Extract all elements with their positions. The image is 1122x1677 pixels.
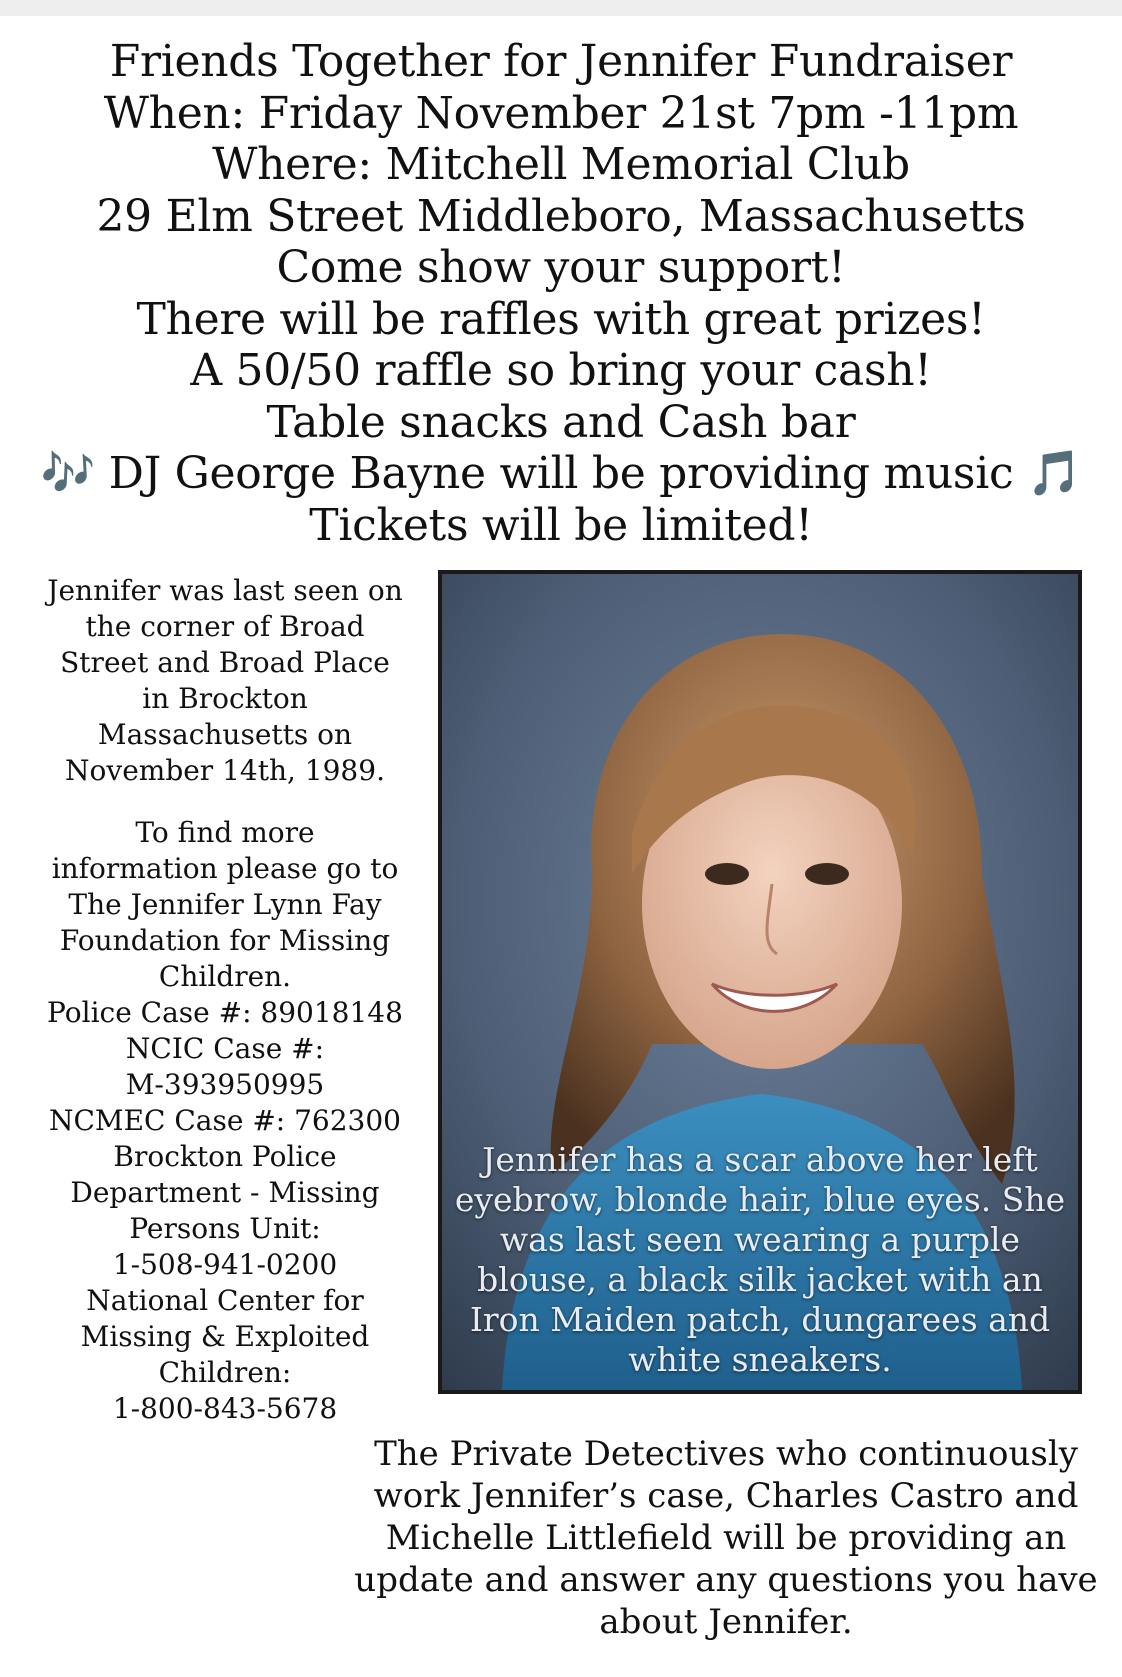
info-line: Brockton Police [113, 1140, 337, 1173]
caption-line: white sneakers. [628, 1340, 892, 1379]
detectives-line: Michelle Littlefield will be providing an [385, 1518, 1067, 1558]
music-notes-icon: 🎶 [40, 448, 95, 499]
info-line: Missing & Exploited [80, 1320, 370, 1353]
detectives-note [350, 1433, 1102, 1643]
missing-info-column [30, 573, 420, 1427]
info-line: Department - Missing [70, 1176, 380, 1209]
caption-line: blouse, a black silk jacket with an [477, 1260, 1043, 1299]
caption-line: eyebrow, blonde hair, blue eyes. She [454, 1180, 1066, 1219]
event-title: Friends Together for Jennifer Fundraiser [109, 36, 1013, 87]
detectives-line: update and answer any questions you have [354, 1560, 1098, 1600]
event-header [40, 36, 1082, 551]
ncmec-case-number: NCMEC Case #: 762300 [49, 1104, 401, 1137]
event-support: Come show your support! [276, 242, 846, 293]
paragraph-spacer [30, 789, 420, 815]
last-seen-line: Street and Broad Place [60, 646, 390, 679]
event-dj-text: DJ George Bayne will be providing music [108, 448, 1014, 499]
info-line: Persons Unit: [129, 1212, 321, 1245]
last-seen-line: November 14th, 1989. [65, 754, 385, 787]
detectives-line: work Jennifer’s case, Charles Castro and [373, 1476, 1079, 1516]
info-line: Children: [158, 1356, 292, 1389]
last-seen-line: Massachusetts on [97, 718, 353, 751]
event-5050-raffle: A 50/50 raffle so bring your cash! [190, 345, 932, 396]
event-dj [40, 448, 1082, 500]
caption-line: was last seen wearing a purple [499, 1220, 1021, 1259]
event-when: When: Friday November 21st 7pm -11pm [103, 87, 1019, 139]
top-strip [0, 0, 1122, 16]
last-seen-line: Jennifer was last seen on [47, 574, 403, 607]
event-raffles: There will be raffles with great prizes! [136, 293, 986, 345]
event-where: Where: Mitchell Memorial Club [212, 139, 910, 190]
last-seen-line: the corner of Broad [85, 610, 365, 643]
detectives-line: about Jennifer. [599, 1602, 853, 1642]
event-tickets: Tickets will be limited! [309, 499, 813, 551]
info-line: National Center for [86, 1284, 364, 1317]
caption-line: Iron Maiden patch, dungarees and [469, 1300, 1051, 1339]
detectives-line: The Private Detectives who continuously [374, 1434, 1078, 1474]
info-line: Foundation for Missing [59, 924, 391, 957]
ncic-case-number: M-393950995 [125, 1068, 325, 1101]
info-line: information please go to [51, 852, 399, 885]
ncmec-phone: 1-800-843-5678 [112, 1392, 338, 1425]
event-snacks-bar: Table snacks and Cash bar [266, 396, 856, 448]
last-seen-line: in Brockton [142, 682, 308, 715]
event-address: 29 Elm Street Middleboro, Massachusetts [96, 190, 1026, 242]
info-line: The Jennifer Lynn Fay [68, 888, 382, 921]
description-caption [442, 1140, 1078, 1380]
brockton-police-phone: 1-508-941-0200 [112, 1248, 338, 1281]
info-line: To find more [135, 816, 315, 849]
police-case-number: Police Case #: 89018148 [47, 996, 403, 1029]
info-line: Children. [158, 960, 292, 993]
caption-line: Jennifer has a scar above her left [482, 1140, 1038, 1179]
music-note-icon: 🎵 [1027, 448, 1082, 499]
ncic-case-label: NCIC Case #: [125, 1032, 325, 1065]
missing-person-photo [438, 570, 1082, 1394]
